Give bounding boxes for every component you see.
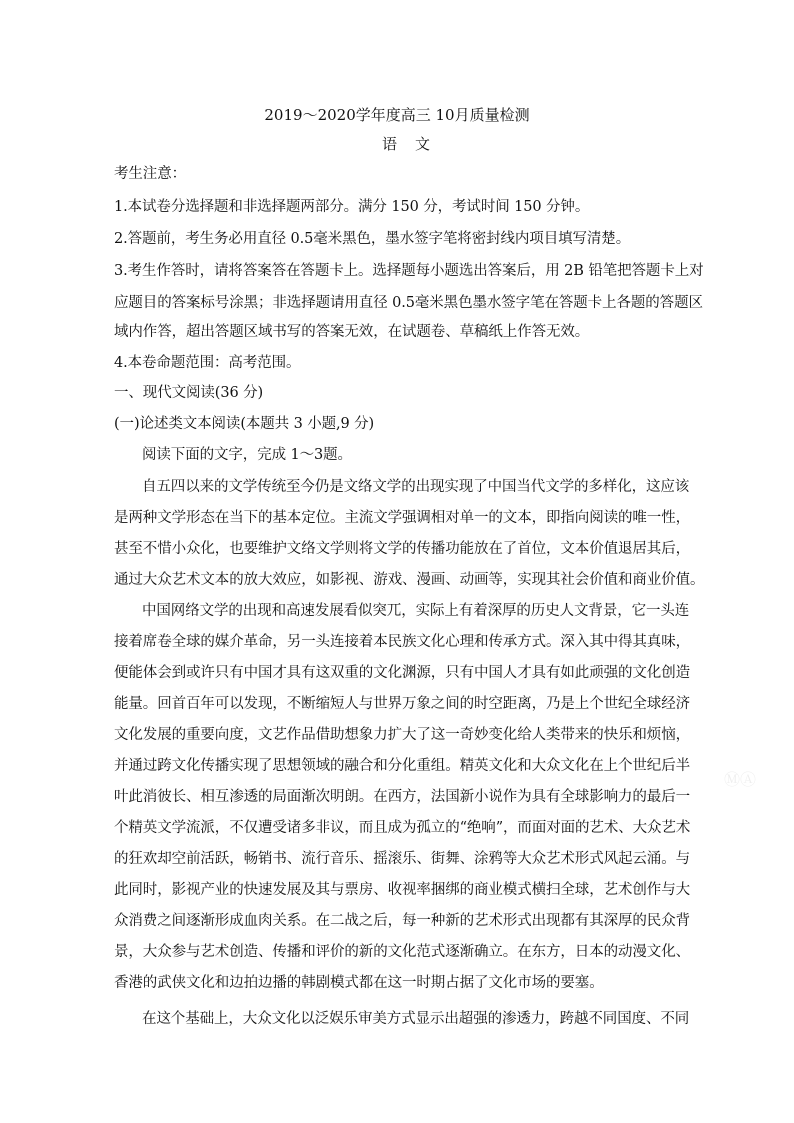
notice-item-3-cont: 应题目的答案标号涂黑；非选择题请用直径 0.5毫米黑色墨水签字笔在答题卡上各题的答题区 [114,295,703,311]
passage-line: 香港的武侠文化和边拍边播的韩剧模式都在这一时期占据了文化市场的要塞。 [114,975,604,991]
passage-line: 在这个基础上，大众文化以泛娱乐审美方式显示出超强的渗透力，跨越不同国度、不同 [142,1011,690,1027]
passage-line: 景，大众参与艺术创造、传播和评价的新的文化范式逐渐确立。在东方，日本的动漫文化、 [114,944,690,960]
passage-line: 个精英文学流派，不仅遭受诸多非议，而且成为孤立的“绝响”，而面对面的艺术、大众艺术 [114,820,691,836]
passage-line: 此同时，影视产业的快速发展及其与票房、收视率捆绑的商业模式横扫全球，艺术创作与大 [114,882,690,898]
passage-line: 的狂欢却空前活跃，畅销书、流行音乐、摇滚乐、街舞、涂鸦等大众艺术形式风起云涌。与 [114,851,690,867]
passage-line: 自五四以来的文学传统至今仍是文络文学的出现实现了中国当代文学的多样化，这应该 [142,479,690,495]
section-sub-heading: (一)论述类文本阅读(本题共 3 小题,9 分) [114,416,375,432]
notice-item-2: 2.答题前，考生务必用直径 0.5毫米黑色，墨水签字笔将密封线内项目填写清楚。 [114,231,631,247]
notice-item-1: 1.本试卷分选择题和非选择题两部分。满分 150 分，考试时间 150 分钟。 [114,199,590,215]
passage-line: 文化发展的重要向度，文艺作品借助想象力扩大了这一奇妙变化给人类带来的快乐和烦恼， [114,727,690,743]
passage-line: 中国网络文学的出现和高速发展看似突兀，实际上有着深厚的历史人文背景，它一头连 [142,603,690,619]
subject-title: 语文 [381,135,448,153]
section-heading: 一、现代文阅读(36 分) [114,385,264,401]
passage-line: 是两种文学形态在当下的基本定位。主流文学强调相对单一的文本，即指向阅读的唯一性， [114,510,690,526]
passage-line: 甚至不惜小众化，也要维护文络文学则将文学的传播功能放在了首位，文本价值退居其后， [114,541,690,557]
passage-line: 众消费之间逐渐形成血肉关系。在二战之后，每一种新的艺术形式出现都有其深厚的民众背 [114,913,690,929]
notice-item-3: 3.考生作答时，请将答案答在答题卡上。选择题每小题选出答案后，用 2B 铅笔把答题卡上对 [114,263,704,279]
notice-heading: 考生注意： [114,166,186,182]
reading-instruction: 阅读下面的文字，完成 1～3题。 [142,447,352,463]
passage-line: 并通过跨文化传播实现了思想领域的融合和分化重组。精英文化和大众文化在上个世纪后半 [114,758,690,774]
notice-item-3-end: 域内作答，超出答题区域书写的答案无效，在试题卷、草稿纸上作答无效。 [114,324,590,340]
passage-line: 通过大众艺术文本的放大效应，如影视、游戏、漫画、动画等，实现其社会价值和商业价值。 [114,572,705,588]
passage-line: 便能体会到或许只有中国才具有这双重的文化渊源，只有中国人才具有如此顽强的文化创造 [114,665,690,681]
passage-line: 叶此消彼长、相互渗透的局面渐次明朗。在西方，法国新小说作为具有全球影响力的最后一 [114,789,690,805]
watermark-logo: ⓂⒶ [724,770,757,789]
passage-line: 能量。回首百年可以发现，不断缩短人与世界万象之间的时空距离，乃是上个世纪全球经济 [114,696,690,712]
notice-item-4: 4.本卷命题范围：高考范围。 [114,355,301,371]
passage-line: 接着席卷全球的媒介革命，另一头连接着本民族文化心理和传承方式。深入其中得其真味， [114,634,690,650]
exam-title: 2019～2020学年度高三 10月质量检测 [264,106,530,124]
